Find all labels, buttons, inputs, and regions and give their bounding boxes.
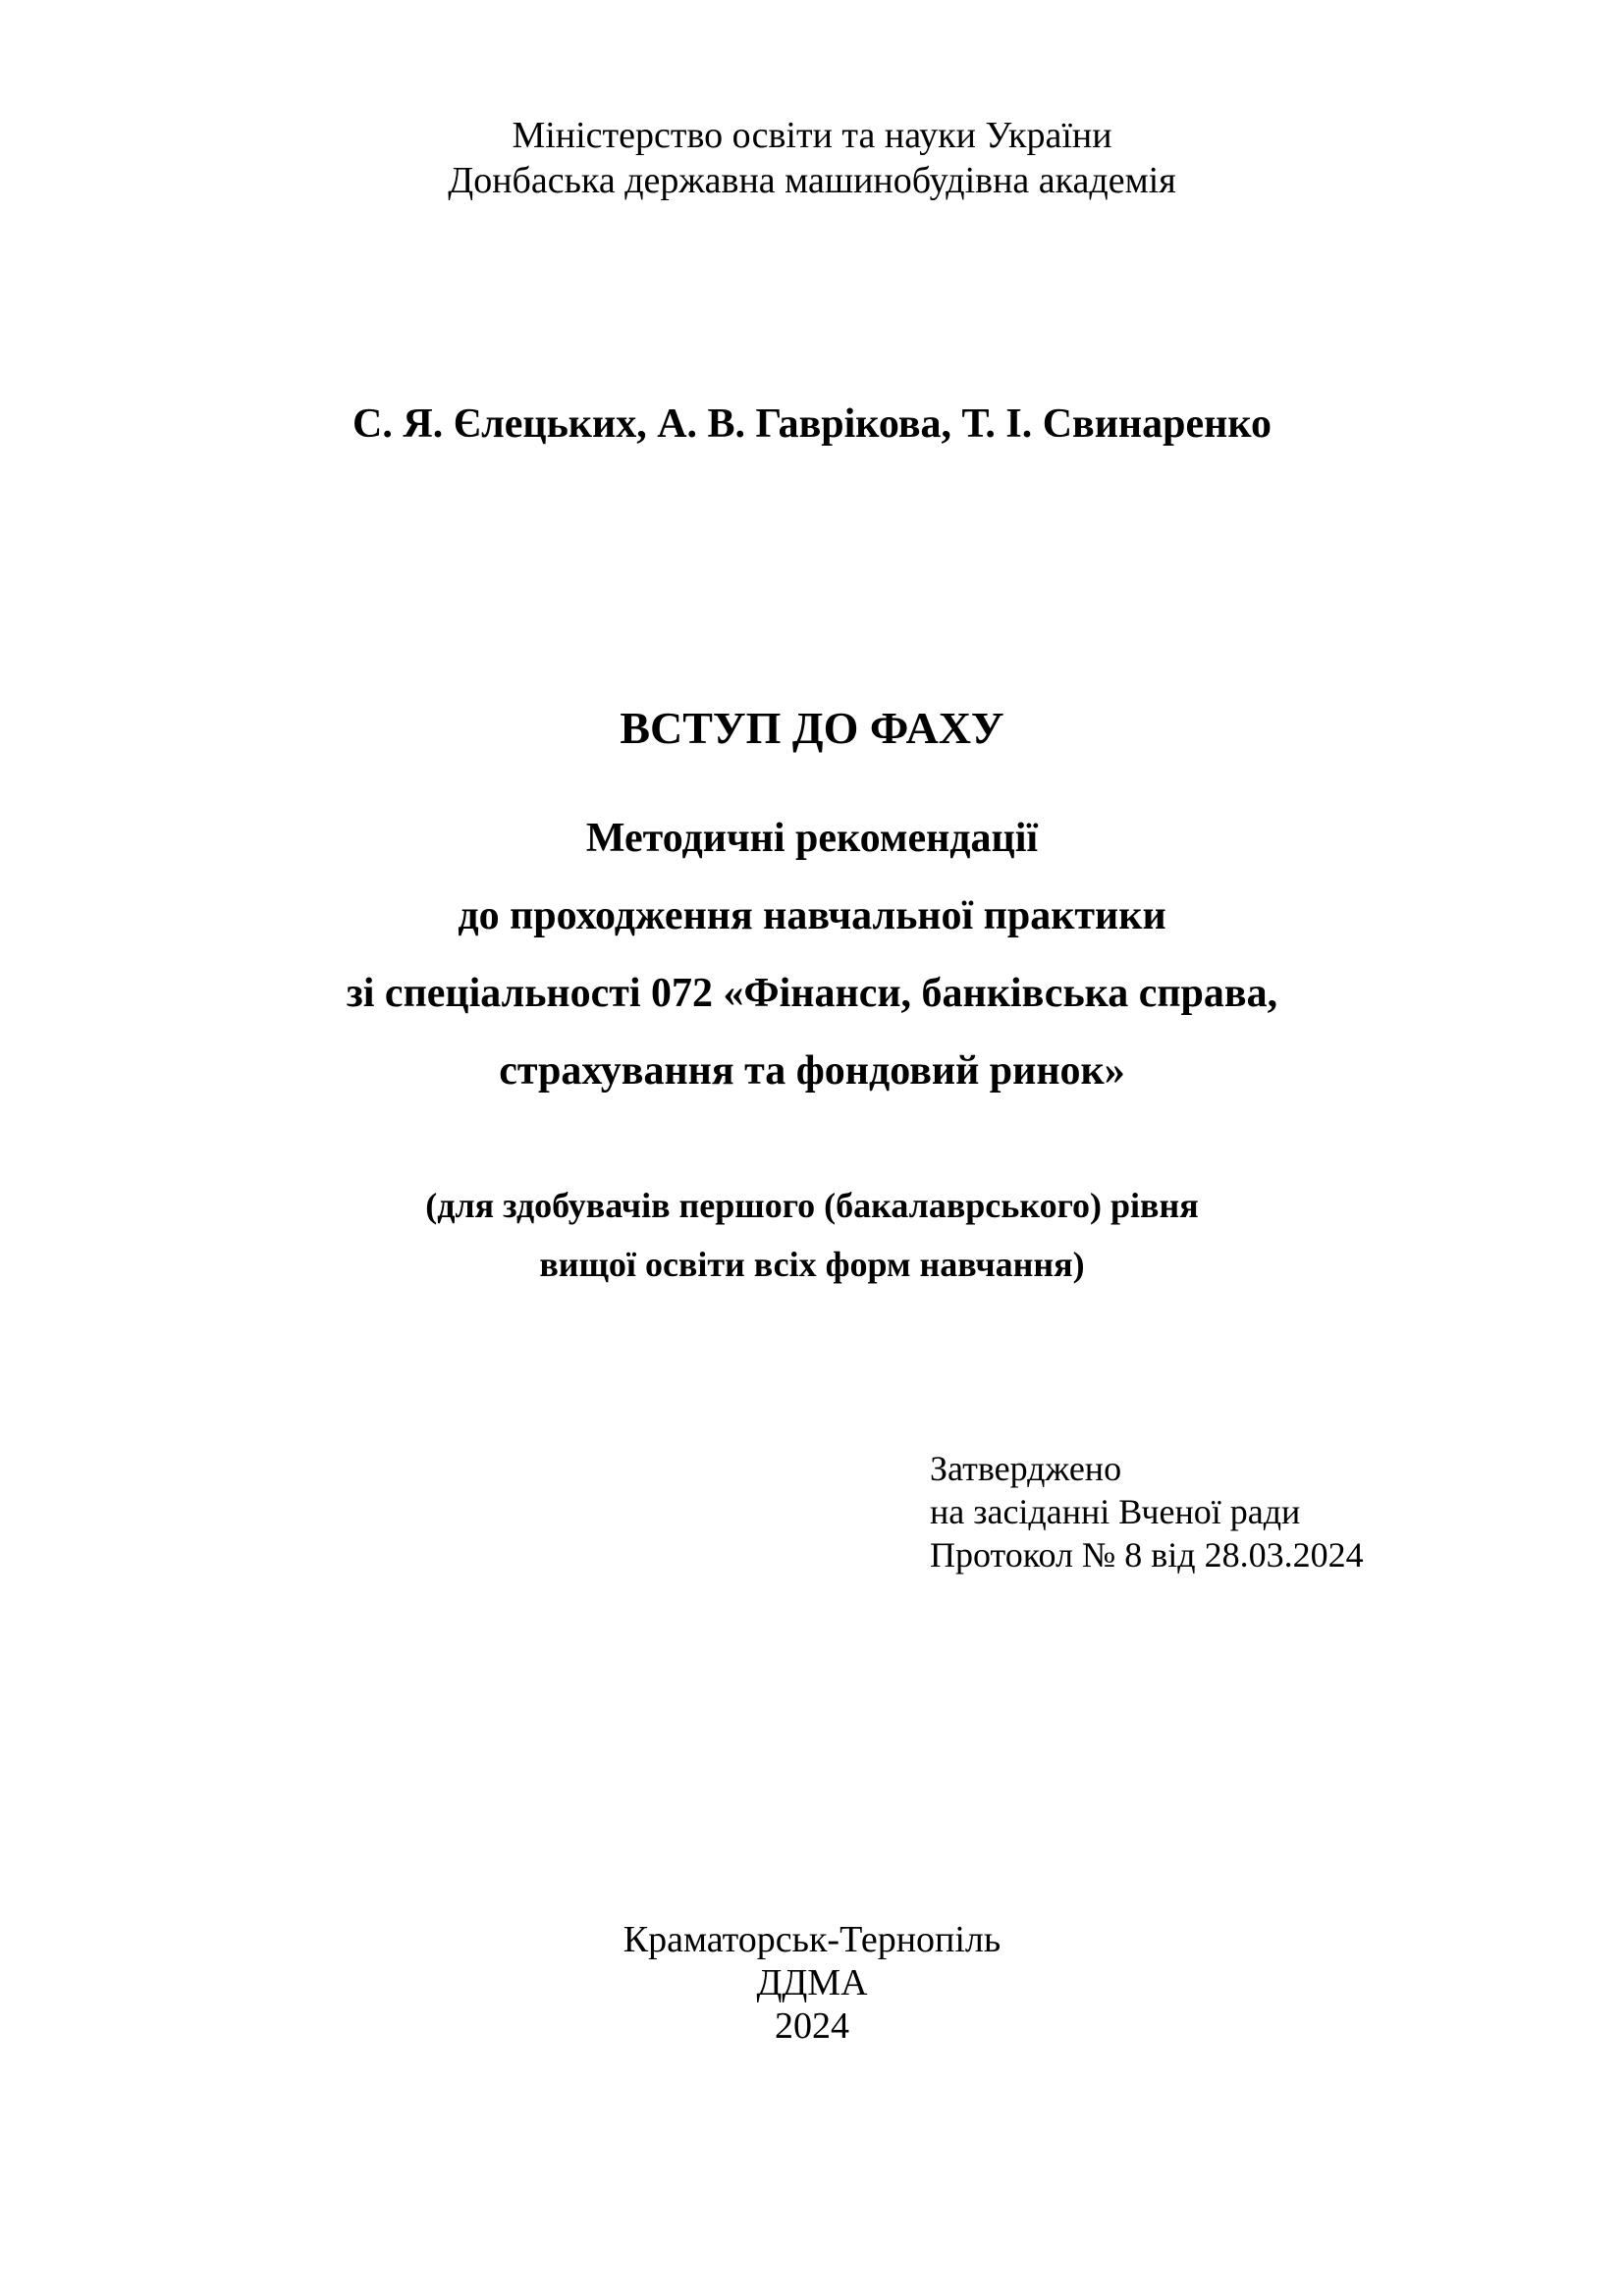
publication-year: 2024 [775,2005,849,2047]
subtitle-line: зі спеціальності 072 «Фінанси, банківська справа, [346,971,1278,1016]
title-text: ВСТУП ДО ФАХУ [620,703,1004,753]
approval-line: Затверджено [930,1449,1122,1488]
academy-name: Донбаська державна машинобудівна академія [448,160,1176,201]
publisher-org: ДДМА [756,1962,868,2003]
publisher-info [0,1918,1624,2048]
approval-line: на засіданні Вченої ради [930,1492,1301,1531]
document-title [0,699,1624,758]
authors-line: С. Я. Єлецьких, А. В. Гаврікова, Т. І. Свинаренко [352,401,1272,447]
subtitle-line: Методичні рекомендації [585,816,1039,861]
audience-line: вищої освіти всіх форм навчання) [539,1245,1085,1284]
authors [0,397,1624,452]
target-audience [0,1176,1624,1294]
ministry-name: Міністерство освіти та науки України [512,115,1112,156]
document-subtitle [0,800,1624,1110]
publisher-city: Краматорськ-Тернопіль [623,1919,1001,1960]
subtitle-line: до проходження навчальної практики [458,893,1166,938]
institution-header [0,113,1624,203]
approval-line: Протокол № 8 від 28.03.2024 [930,1535,1364,1575]
audience-line: (для здобувачів першого (бакалаврського) рівня [425,1186,1199,1225]
approval-note [930,1447,1364,1576]
subtitle-line: страхування та фондовий ринок» [499,1048,1125,1094]
